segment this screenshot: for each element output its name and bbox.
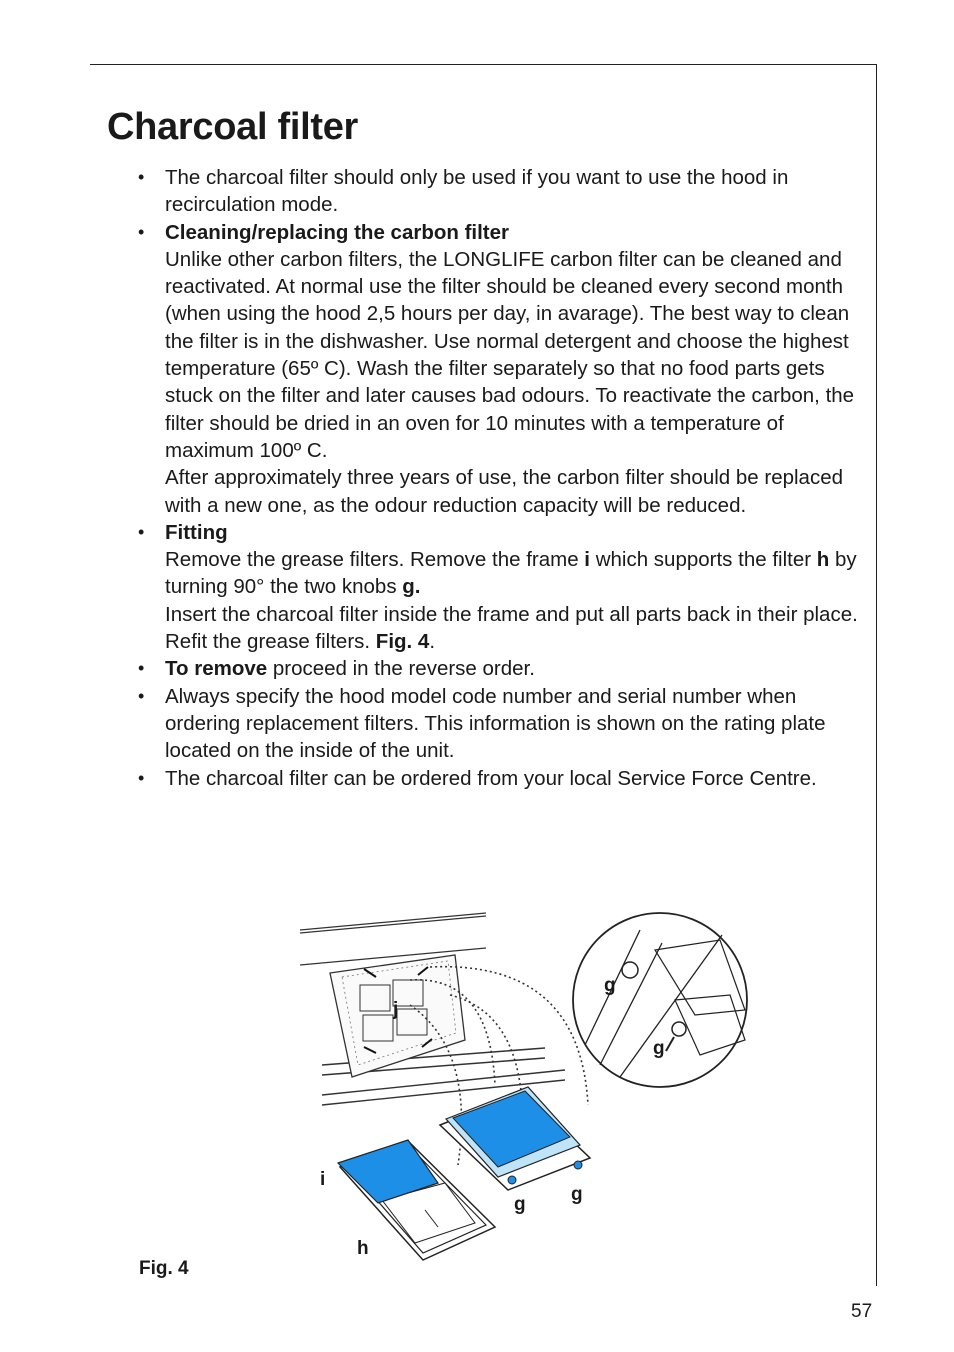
bullet-service bbox=[138, 765, 858, 792]
fig-4-illustration bbox=[290, 905, 760, 1275]
ref-g: g. bbox=[402, 575, 421, 599]
label-i: i bbox=[320, 1169, 326, 1190]
bullet-model-code bbox=[138, 683, 858, 765]
top-rule bbox=[90, 64, 877, 65]
cleaning-paragraph: Unlike other carbon filters, the LONGLIFE carbon filter can be cleaned and reactivated. At normal use the filter should be cleaned every second month (when using the hood 2,5 hours per day, in avarage). The best way to clean the filter is in the dishwasher. Use normal detergent and choose the highest temperature (65º C). Wash the filter separately so that no food parts gets stuck on the filter and later causes bad odours. To reactivate the carbon, the filter should be dried in an oven for 10 minutes with a temperature of maximum 100º C. bbox=[165, 247, 855, 462]
fitting-text: by turning 90° the two knobs bbox=[165, 548, 857, 599]
page-number: 57 bbox=[851, 1301, 873, 1322]
figure-caption: Fig. 4 bbox=[139, 1258, 189, 1279]
fitting-paragraph-2 bbox=[165, 601, 858, 656]
motor-panel bbox=[330, 955, 465, 1077]
bullet-text: The charcoal filter should only be used if you want to use the hood in recirculation mode. bbox=[165, 166, 789, 217]
bullet-recirculation bbox=[138, 164, 858, 219]
fitting-text: Remove the grease filters. Remove the frame bbox=[165, 548, 585, 572]
fitting-text: which supports the filter bbox=[590, 548, 817, 572]
bullet-text: Always specify the hood model code number and serial number when ordering replacement filters. This information is shown on the rating plate located on the inside of the unit. bbox=[165, 684, 826, 763]
label-h: h bbox=[357, 1238, 369, 1259]
fig-reference: Fig. 4 bbox=[375, 630, 430, 654]
fitting-text: . bbox=[429, 630, 436, 654]
ref-h: h bbox=[816, 548, 830, 572]
bullet-heading: Fitting bbox=[165, 520, 228, 544]
label-g: g bbox=[653, 1038, 665, 1059]
label-j: j bbox=[393, 999, 399, 1020]
replacing-paragraph: After approximately three years of use, the carbon filter should be replaced with a new one, as the odour reduction capacity will be reduced. bbox=[165, 466, 844, 517]
right-rule bbox=[876, 64, 877, 1286]
bullet-text: The charcoal filter can be ordered from your local Service Force Centre. bbox=[165, 766, 817, 790]
label-g: g bbox=[604, 975, 616, 996]
bullet-fitting bbox=[138, 519, 858, 655]
label-g: g bbox=[514, 1194, 526, 1215]
bullet-cleaning bbox=[138, 219, 858, 519]
instruction-list bbox=[138, 164, 858, 792]
bullet-remove bbox=[138, 655, 858, 682]
page-title: Charcoal filter bbox=[107, 106, 359, 148]
fitting-text: Insert the charcoal filter inside the frame and put all parts back in their place. Refit the grease filters. bbox=[165, 602, 858, 654]
filter-right bbox=[440, 1087, 590, 1190]
fitting-paragraph bbox=[165, 546, 858, 601]
bullet-heading: Cleaning/replacing the carbon filter bbox=[165, 220, 510, 244]
detail-circle bbox=[573, 913, 747, 1087]
bullet-text: proceed in the reverse order. bbox=[267, 657, 535, 681]
bullet-heading: To remove bbox=[165, 657, 268, 681]
label-g: g bbox=[571, 1184, 583, 1205]
ref-i: i bbox=[584, 548, 590, 572]
